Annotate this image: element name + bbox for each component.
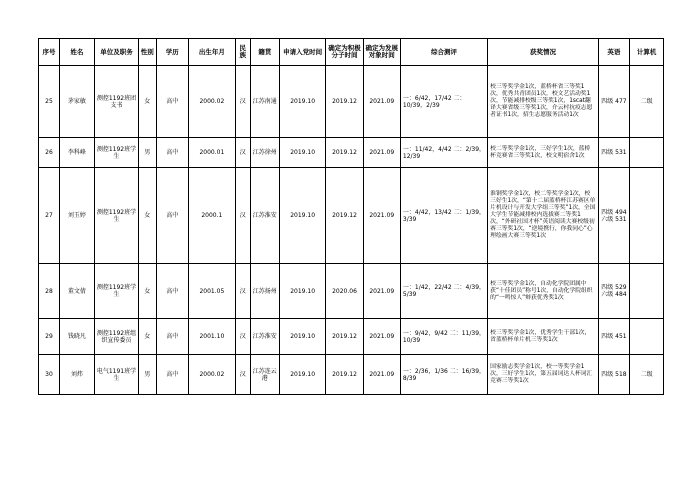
header-english: 英语 [598, 39, 629, 66]
cell-seq: 27 [39, 168, 60, 264]
cell-ethnicity: 汉 [235, 319, 250, 355]
cell-unit: 测控1192班学生 [94, 138, 138, 168]
cell-birth: 2000.02 [189, 355, 236, 395]
cell-education: 高中 [156, 319, 189, 355]
header-gender: 性别 [139, 39, 156, 66]
cell-native-place: 江苏淮安 [250, 319, 279, 355]
cell-apply-date: 2019.10 [279, 355, 326, 395]
cell-evaluation: 一：2/36，1/36 二：16/39，8/39 [400, 355, 487, 395]
table-row [39, 264, 664, 319]
cell-computer: 二级 [630, 355, 664, 395]
cell-native-place: 江苏扬州 [250, 264, 279, 319]
candidate-table-sheet [38, 38, 664, 395]
cell-unit: 测控1192班学生 [94, 264, 138, 319]
table-row [39, 66, 664, 138]
cell-english: 四级 494 六级 531 [598, 168, 629, 264]
table-row [39, 168, 664, 264]
cell-evaluation: 一：6/42，17/42 二：10/39，2/39 [400, 66, 487, 138]
cell-gender: 男 [139, 355, 156, 395]
cell-evaluation: 一：11/42，4/42 二：2/39，12/39 [400, 138, 487, 168]
cell-education: 高中 [156, 138, 189, 168]
cell-unit: 测控1192班学生 [94, 168, 138, 264]
cell-name: 钱晓凡 [59, 319, 94, 355]
cell-birth: 2001.10 [189, 319, 236, 355]
cell-computer [630, 264, 664, 319]
cell-name: 刘玉婷 [59, 168, 94, 264]
cell-computer [630, 319, 664, 355]
cell-english: 四级 531 [598, 138, 629, 168]
header-education: 学历 [156, 39, 189, 66]
cell-ethnicity: 汉 [235, 168, 250, 264]
header-unit: 单位及职务 [94, 39, 138, 66]
cell-education: 高中 [156, 66, 189, 138]
cell-apply-date: 2019.10 [279, 138, 326, 168]
table-row [39, 319, 664, 355]
cell-activist-date: 2019.12 [326, 168, 363, 264]
table-row [39, 355, 664, 395]
cell-unit: 测控1192班组织宣传委员 [94, 319, 138, 355]
cell-ethnicity: 汉 [235, 355, 250, 395]
header-birth: 出生年月 [189, 39, 236, 66]
cell-gender: 女 [139, 264, 156, 319]
cell-english: 四级 529 六级 484 [598, 264, 629, 319]
cell-native-place: 江苏连云港 [250, 355, 279, 395]
cell-seq: 28 [39, 264, 60, 319]
cell-birth: 2000.1 [189, 168, 236, 264]
cell-activist-date: 2019.12 [326, 138, 363, 168]
cell-name: 李科峰 [59, 138, 94, 168]
cell-activist-date: 2020.06 [326, 264, 363, 319]
cell-ethnicity: 汉 [235, 66, 250, 138]
cell-name: 刘炜 [59, 355, 94, 395]
header-native-place: 籍贯 [250, 39, 279, 66]
cell-development-date: 2021.09 [363, 66, 400, 138]
cell-seq: 26 [39, 138, 60, 168]
cell-apply-date: 2019.10 [279, 168, 326, 264]
cell-name: 茅家敏 [59, 66, 94, 138]
cell-gender: 女 [139, 168, 156, 264]
cell-name: 董文倩 [59, 264, 94, 319]
table-row [39, 138, 664, 168]
cell-awards: 校三等奖学金1次，蓝桥杯省三等奖1次，优秀共青团员1次，校文艺活动奖1次，节能减排校级三等奖1次，1scat翻译大赛省级三等奖1次，介云村抗疫志愿者证书1次，招生志愿服务活动1次 [488, 66, 599, 138]
cell-apply-date: 2019.10 [279, 319, 326, 355]
header-ethnicity: 民族 [235, 39, 250, 66]
header-seq: 序号 [39, 39, 60, 66]
header-evaluation: 综合测评 [400, 39, 487, 66]
cell-awards: 校三等奖学金1次，自动化学院团属中获“十佳团员”称号1次，自动化学院组织的“一鸣惊人”辩获优秀奖1次 [488, 264, 599, 319]
cell-birth: 2000.01 [189, 138, 236, 168]
cell-activist-date: 2019.12 [326, 66, 363, 138]
cell-awards: 校三等奖学金1次，优秀学生干部1次，省蓝桥杯单片机三等奖1次 [488, 319, 599, 355]
cell-education: 高中 [156, 355, 189, 395]
cell-apply-date: 2019.10 [279, 66, 326, 138]
cell-birth: 2001.05 [189, 264, 236, 319]
cell-unit: 测控1192班团支书 [94, 66, 138, 138]
cell-native-place: 江苏南通 [250, 66, 279, 138]
cell-gender: 男 [139, 138, 156, 168]
cell-unit: 电气1191班学生 [94, 355, 138, 395]
header-name: 姓名 [59, 39, 94, 66]
cell-seq: 30 [39, 355, 60, 395]
cell-ethnicity: 汉 [235, 264, 250, 319]
cell-seq: 29 [39, 319, 60, 355]
candidate-table [38, 38, 664, 395]
header-apply-date: 申请入党时间 [279, 39, 326, 66]
cell-development-date: 2021.09 [363, 138, 400, 168]
cell-education: 高中 [156, 264, 189, 319]
cell-english: 四级 477 [598, 66, 629, 138]
cell-seq: 25 [39, 66, 60, 138]
header-development-date: 确定为发展对象时间 [363, 39, 400, 66]
cell-evaluation: 一：4/42，13/42 二：1/39，3/39 [400, 168, 487, 264]
cell-evaluation: 一：1/42，22/42 二：4/39，5/39 [400, 264, 487, 319]
cell-computer [630, 168, 664, 264]
cell-apply-date: 2019.10 [279, 264, 326, 319]
cell-english: 四级 518 [598, 355, 629, 395]
cell-development-date: 2021.09 [363, 355, 400, 395]
cell-evaluation: 一：9/42，9/42 二：11/39，10/39 [400, 319, 487, 355]
header-row [39, 39, 664, 66]
cell-awards: 校二等奖学金1次，三好学生1次，蓝桥杯竞赛省三等奖1次，校文明宿舍1次 [488, 138, 599, 168]
cell-computer: 二级 [630, 66, 664, 138]
cell-development-date: 2021.09 [363, 319, 400, 355]
header-activist-date: 确定为积极分子时间 [326, 39, 363, 66]
cell-awards: 国家励志奖学金1次，校一等奖学金1次，三好学生1次，第五届词达人杯词汇竞赛三等奖1次 [488, 355, 599, 395]
header-computer: 计算机 [630, 39, 664, 66]
cell-native-place: 江苏徐州 [250, 138, 279, 168]
cell-activist-date: 2019.12 [326, 355, 363, 395]
cell-development-date: 2021.09 [363, 168, 400, 264]
cell-computer [630, 138, 664, 168]
cell-english: 四级 451 [598, 319, 629, 355]
cell-activist-date: 2019.12 [326, 319, 363, 355]
cell-gender: 女 [139, 319, 156, 355]
cell-birth: 2000.02 [189, 66, 236, 138]
cell-gender: 女 [139, 66, 156, 138]
cell-education: 高中 [156, 168, 189, 264]
cell-ethnicity: 汉 [235, 138, 250, 168]
cell-development-date: 2021.09 [363, 264, 400, 319]
header-awards: 获奖情况 [488, 39, 599, 66]
cell-awards: 淮钢奖学金1次，校二等奖学金1次，校三好生1次，“第十二届蓝桥杯江苏赛区单片机设计与开发大学组三等奖”1次，全国大学生节能减排校内选拔赛二等奖1次，“外研社国才杯”英语阅读大赛校级初赛三等奖1次，“逆境携行，你我同心”心理绘画大赛三等奖1次 [488, 168, 599, 264]
cell-native-place: 江苏淮安 [250, 168, 279, 264]
